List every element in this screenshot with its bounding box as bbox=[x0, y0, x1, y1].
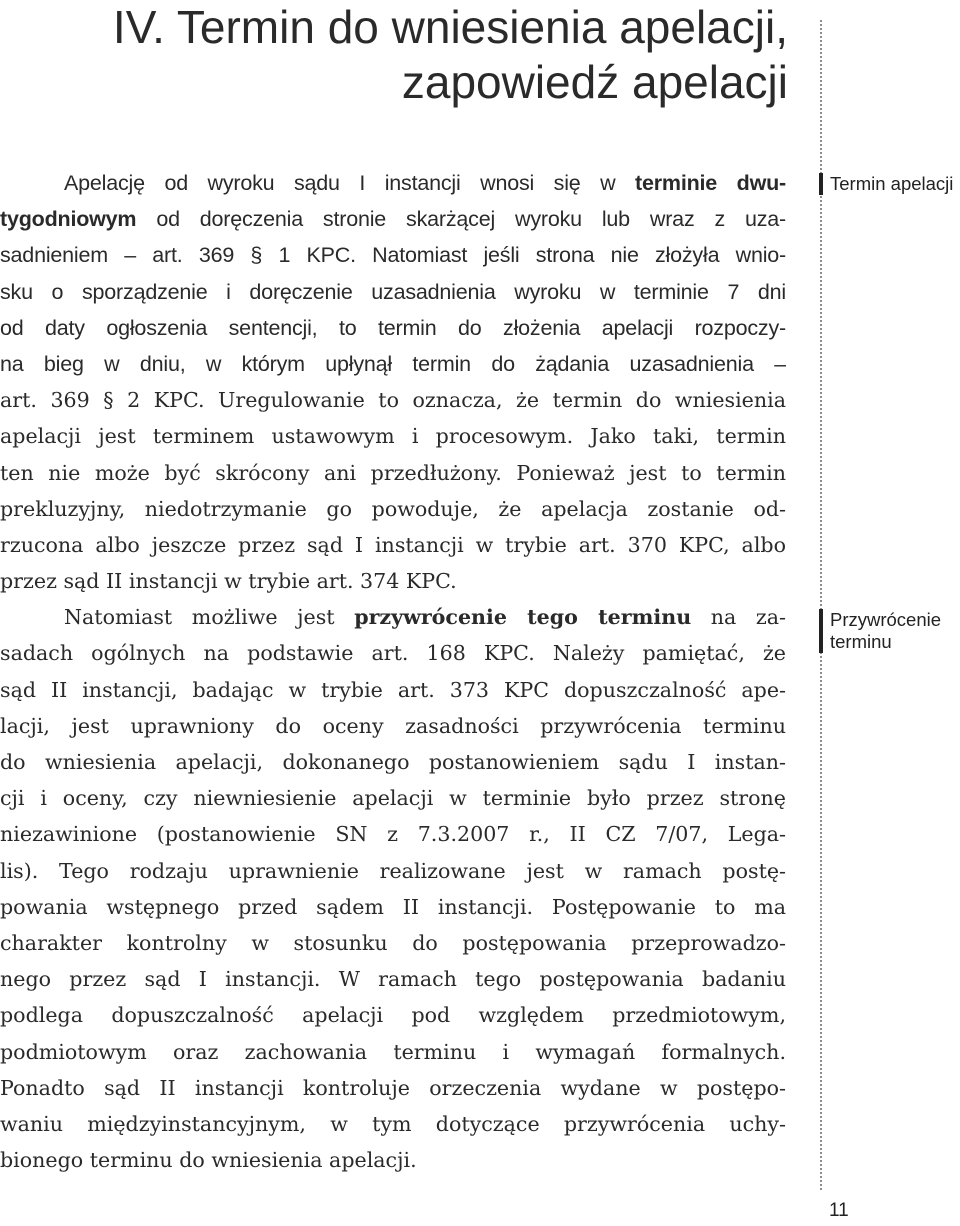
text-line: nego przez sąd I instancji. W ramach tego postępowania badaniu bbox=[0, 967, 786, 992]
text-line: apelacji jest terminem ustawowym i procesowym. Jako taki, termin bbox=[0, 424, 786, 449]
text-line: sku o sporządzenie i doręczenie uzasadnienia wyroku w terminie 7 dni bbox=[0, 279, 786, 304]
text-line: lacji, jest uprawniony do oceny zasadności przywrócenia terminu bbox=[0, 713, 786, 738]
text-line: podlega dopuszczalność apelacji pod względem przedmiotowym, bbox=[0, 1003, 786, 1028]
margin-note-termin-apelacji bbox=[819, 173, 953, 195]
bold-term: przywrócenie tego terminu bbox=[354, 605, 692, 630]
text-line: do wniesienia apelacji, dokonanego postanowieniem sądu I instan- bbox=[0, 750, 786, 774]
text-line: charakter kontrolny w stosunku do postępowania przeprowadzo- bbox=[0, 930, 786, 955]
text-line: Ponadto sąd II instancji kontroluje orzeczenia wydane w postępo- bbox=[0, 1075, 786, 1100]
bold-term: terminie dwu- bbox=[635, 171, 786, 195]
text-line: Natomiast możliwe jest przywrócenie tego terminu na za- bbox=[64, 605, 786, 630]
text-line: podmiotowym oraz zachowania terminu i wymagań formalnych. bbox=[0, 1039, 786, 1064]
text-line: tygodniowym od doręczenia stronie skarżącej wyroku lub wraz z uza- bbox=[0, 207, 786, 232]
margin-note-label: Termin apelacji bbox=[830, 173, 954, 194]
bold-term: tygodniowym bbox=[0, 207, 137, 232]
page-number: 11 bbox=[829, 1200, 849, 1221]
chapter-title-line-2: zapowiedź apelacji bbox=[401, 56, 788, 108]
text-line: powania wstępnego przed sądem II instancji. Postępowanie to ma bbox=[0, 894, 786, 919]
text-line: przez sąd II instancji w trybie art. 374 KPC. bbox=[0, 569, 457, 594]
text-line: prekluzyjny, niedotrzymanie go powoduje, że apelacja zostanie od- bbox=[0, 496, 786, 521]
text-line: sadnieniem – art. 369 § 1 KPC. Natomiast jeśli strona nie złożyła wnio- bbox=[0, 243, 786, 268]
body-text bbox=[0, 165, 786, 1178]
margin-note-przywrocenie-terminu bbox=[819, 609, 941, 653]
chapter-title bbox=[20, 0, 788, 110]
margin-divider bbox=[820, 20, 822, 1190]
margin-note-label-line-2: terminu bbox=[830, 631, 892, 652]
text-line: waniu międzyinstancyjnym, w tym dotyczące przywrócenia uchy- bbox=[0, 1111, 786, 1136]
text-line: lis). Tego rodzaju uprawnienie realizowane jest w ramach postę- bbox=[0, 858, 786, 883]
text-line: na bieg w dniu, w którym upłynął termin do żądania uzasadnienia – bbox=[0, 351, 786, 376]
margin-note-label-line-1: Przywrócenie bbox=[830, 609, 942, 630]
text-line: sąd II instancji, badając w trybie art. 373 KPC dopuszczalność ape- bbox=[0, 677, 786, 702]
text-line: rzucona albo jeszcze przez sąd I instancji w trybie art. 370 KPC, albo bbox=[0, 532, 786, 557]
text-line: Apelację od wyroku sądu I instancji wnosi się w terminie dwu- bbox=[64, 171, 786, 195]
chapter-title-line-1: IV. Termin do wniesienia apelacji, bbox=[112, 1, 788, 53]
text-line: bionego terminu do wniesienia apelacji. bbox=[0, 1148, 417, 1173]
text-line: od daty ogłoszenia sentencji, to termin do złożenia apelacji rozpoczy- bbox=[0, 315, 786, 340]
text-line: sadach ogólnych na podstawie art. 168 KPC. Należy pamiętać, że bbox=[0, 641, 786, 666]
text-line: cji i oceny, czy niewniesienie apelacji w terminie było przez stronę bbox=[0, 786, 786, 811]
text-line: art. 369 § 2 KPC. Uregulowanie to oznacza, że termin do wniesienia bbox=[0, 388, 786, 413]
text-line: niezawinione (postanowienie SN z 7.3.2007 r., II CZ 7/07, Lega- bbox=[0, 822, 786, 847]
text-line: ten nie może być skrócony ani przedłużony. Ponieważ jest to termin bbox=[0, 460, 786, 485]
